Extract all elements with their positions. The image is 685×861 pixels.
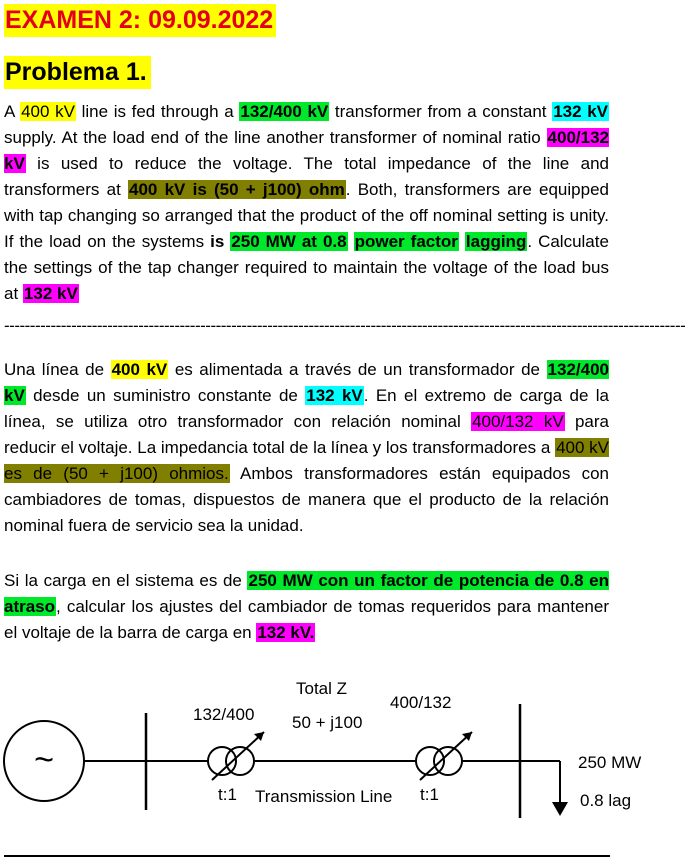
tap-arrow-right bbox=[420, 732, 472, 780]
ratio-right-label: 400/132 bbox=[390, 693, 452, 712]
text: A bbox=[4, 102, 21, 121]
load-pf-label: 0.8 lag bbox=[580, 791, 632, 810]
problem-statement-english bbox=[4, 99, 609, 307]
total-z-label: Total Z bbox=[296, 679, 348, 698]
text: Ambos transformadores están equipados con cambiadores de tomas, dispuestos de manera que el producto de la relación nominal fuera de servicio sea la unidad. bbox=[4, 464, 609, 535]
transformer-right-coil-2 bbox=[434, 747, 462, 775]
highlight-supply-voltage: 132 kV bbox=[553, 102, 609, 121]
separator-line: ------------------------------------------------------------------------------------------------------------------------------------ bbox=[4, 316, 685, 335]
highlight-load-bus-voltage: 132 kV bbox=[23, 284, 78, 303]
text: es alimentada a través de un transformador de bbox=[168, 360, 547, 379]
text: desde un suministro constante de bbox=[25, 386, 306, 405]
highlight-line-voltage: 400 kV bbox=[21, 102, 75, 121]
source-symbol: ~ bbox=[34, 741, 54, 779]
highlight-load-power: 250 MW at 0.8 bbox=[231, 232, 347, 251]
highlight-load-es: 250 MW con un factor de potencia de 0.8 en atraso bbox=[4, 571, 609, 616]
problem-statement-spanish bbox=[4, 357, 609, 539]
transformer-left-coil-2 bbox=[226, 747, 254, 775]
highlight-total-impedance: 400 kV is (50 + j100) ohm bbox=[129, 180, 345, 199]
load-power-label: 250 MW bbox=[578, 753, 642, 772]
problem-title: Problema 1. bbox=[4, 56, 151, 89]
transmission-line-label: Transmission Line bbox=[255, 787, 393, 806]
highlight-power-factor: power factor bbox=[354, 232, 458, 251]
highlight-line-voltage-es: 400 kV bbox=[111, 360, 168, 379]
text: line is fed through a bbox=[75, 102, 240, 121]
bold-text: is bbox=[210, 232, 225, 251]
text: para reducir el voltaje. La impedancia total de la línea y los transformadores a bbox=[4, 412, 610, 457]
text: , calcular los ajustes del cambiador de tomas requeridos para mantener el voltaje de la barra de carga en bbox=[4, 597, 609, 642]
text: supply. At the load end of the line another transformer of nominal ratio bbox=[4, 128, 547, 147]
text: Si la carga en el sistema es de bbox=[4, 571, 248, 590]
load-arrow bbox=[552, 802, 568, 816]
ratio-left-label: 132/400 bbox=[193, 705, 255, 724]
tap-left-label: t:1 bbox=[218, 785, 237, 804]
highlight-load-bus-voltage-es: 132 kV. bbox=[257, 623, 315, 642]
tap-right-label: t:1 bbox=[420, 785, 439, 804]
problem-question-spanish bbox=[4, 568, 609, 646]
text: . En el extremo de carga de la línea, se utiliza otro transformador con relación nominal bbox=[4, 386, 609, 431]
tap-arrow-left bbox=[212, 732, 264, 780]
text bbox=[459, 232, 465, 251]
one-line-diagram bbox=[0, 668, 665, 848]
highlight-supply-voltage-es: 132 kV bbox=[306, 386, 363, 405]
text: . Calculate the settings of the tap changer required to maintain the voltage of the load bus at bbox=[4, 232, 609, 303]
text: . Both, transformers are equipped with tap changing so arranged that the product of the off nominal setting is unity. If the load on the systems bbox=[4, 180, 609, 251]
impedance-label: 50 + j100 bbox=[292, 713, 363, 732]
highlight-total-impedance-es: 400 kV es de (50 + j100) ohmios. bbox=[4, 438, 609, 483]
text: is used to reduce the voltage. The total impedance of the line and transformers at bbox=[4, 154, 609, 199]
highlight-step-down-ratio-es: 400/132 kV bbox=[472, 412, 564, 431]
bottom-rule bbox=[4, 855, 610, 857]
text: transformer from a constant bbox=[329, 102, 553, 121]
highlight-step-up-ratio: 132/400 kV bbox=[240, 102, 329, 121]
text: Una línea de bbox=[4, 360, 111, 379]
highlight-lagging: lagging bbox=[465, 232, 527, 251]
text bbox=[348, 232, 354, 251]
highlight-step-up-ratio-es: 132/400 kV bbox=[4, 360, 609, 405]
exam-title: EXAMEN 2: 09.09.2022 bbox=[4, 4, 276, 37]
highlight-step-down-ratio: 400/132 kV bbox=[4, 128, 609, 173]
